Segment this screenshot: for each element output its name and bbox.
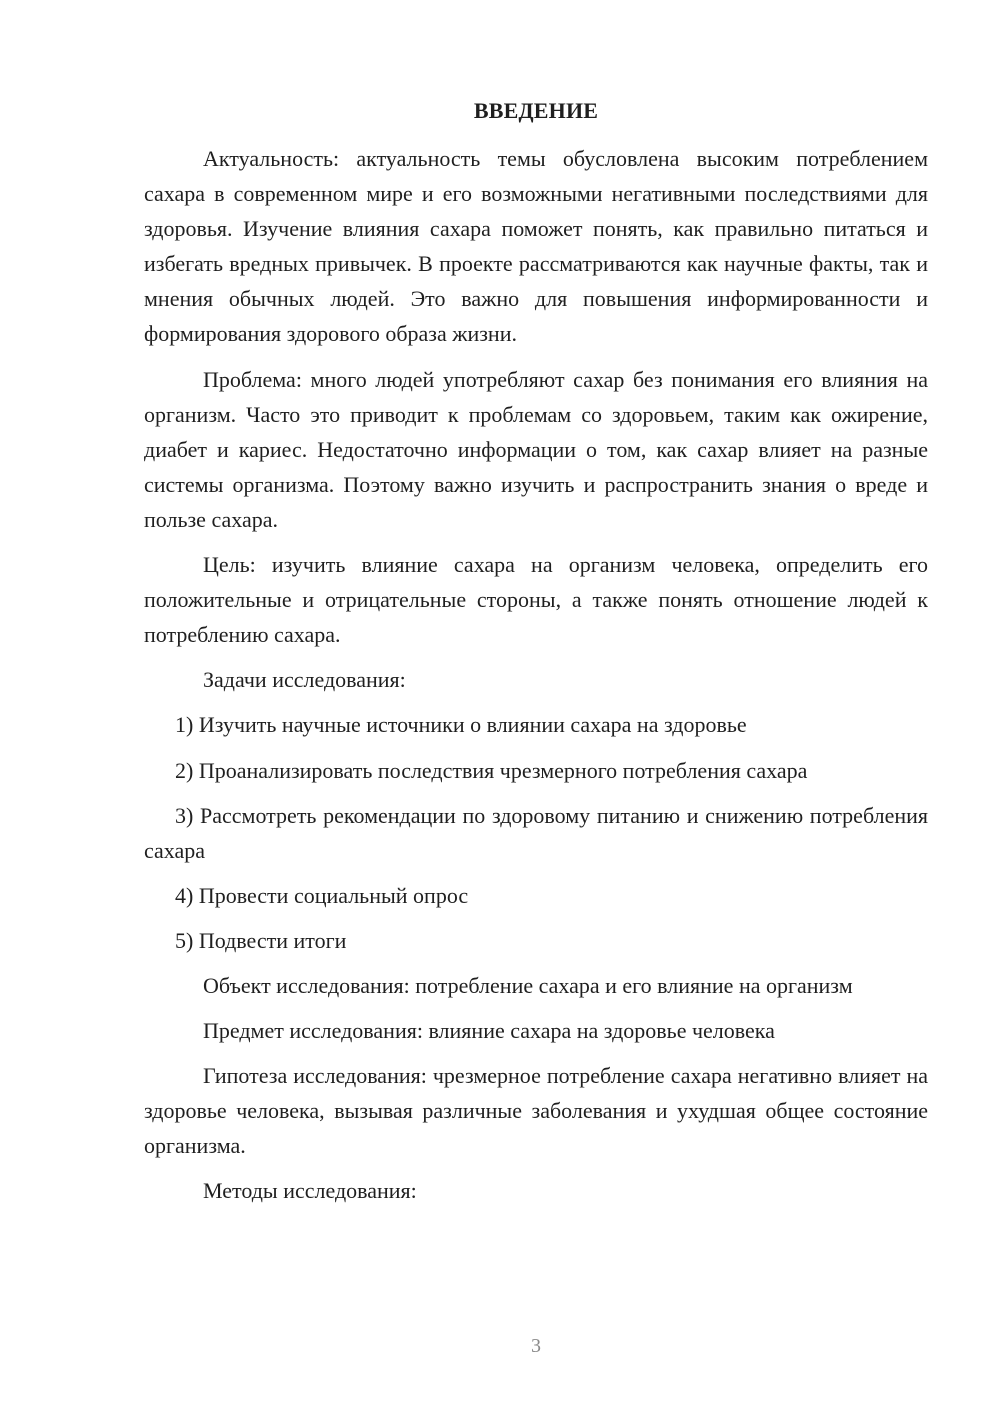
relevance-paragraph: Актуальность: актуальность темы обусловлена высоким потреблением сахара в современном мире и его возможными негативными последствиями для здоровья. Изучение влияния сахара поможет понять, как правильно питаться и избегать вредных привычек. В проекте рассматриваются как научные факты, так и мнения обычных людей. Это важно для повышения информированности и формирования здорового образа жизни.	[144, 146, 928, 347]
research-subject-paragraph: Предмет исследования: влияние сахара на здоровье человека	[203, 1018, 775, 1044]
task-item-2: 2) Проанализировать последствия чрезмерного потребления сахара	[175, 757, 808, 783]
methods-heading: Методы исследования:	[203, 1178, 417, 1204]
task-item-1: 1) Изучить научные источники о влиянии сахара на здоровье	[175, 712, 747, 738]
problem-paragraph: Проблема: много людей употребляют сахар без понимания его влияния на организм. Часто это приводит к проблемам со здоровьем, таким как ожирение, диабет и кариес. Недостаточно информации о том, как сахар влияет на разные системы организма. Поэтому важно изучить и распространить знания о вреде и пользе сахара.	[144, 366, 928, 532]
tasks-heading: Задачи исследования:	[203, 667, 406, 693]
page-number: 3	[531, 1335, 541, 1357]
page-title: ВВЕДЕНИЕ	[473, 98, 599, 123]
task-item-4: 4) Провести социальный опрос	[175, 882, 469, 908]
goal-paragraph: Цель: изучить влияние сахара на организм человека, определить его положительные и отрицательные стороны, а также понять отношение людей к потреблению сахара.	[144, 552, 928, 648]
task-item-3: 3) Рассмотреть рекомендации по здоровому питанию и снижению потребления сахара	[144, 802, 928, 863]
research-object-paragraph: Объект исследования: потребление сахара и его влияние на организм	[203, 972, 853, 998]
body-text	[144, 141, 928, 1209]
hypothesis-paragraph: Гипотеза исследования: чрезмерное потребление сахара негативно влияет на здоровье человека, вызывая различные заболевания и ухудшая общее состояние организма.	[144, 1063, 928, 1159]
task-item-5: 5) Подвести итоги	[175, 927, 347, 953]
